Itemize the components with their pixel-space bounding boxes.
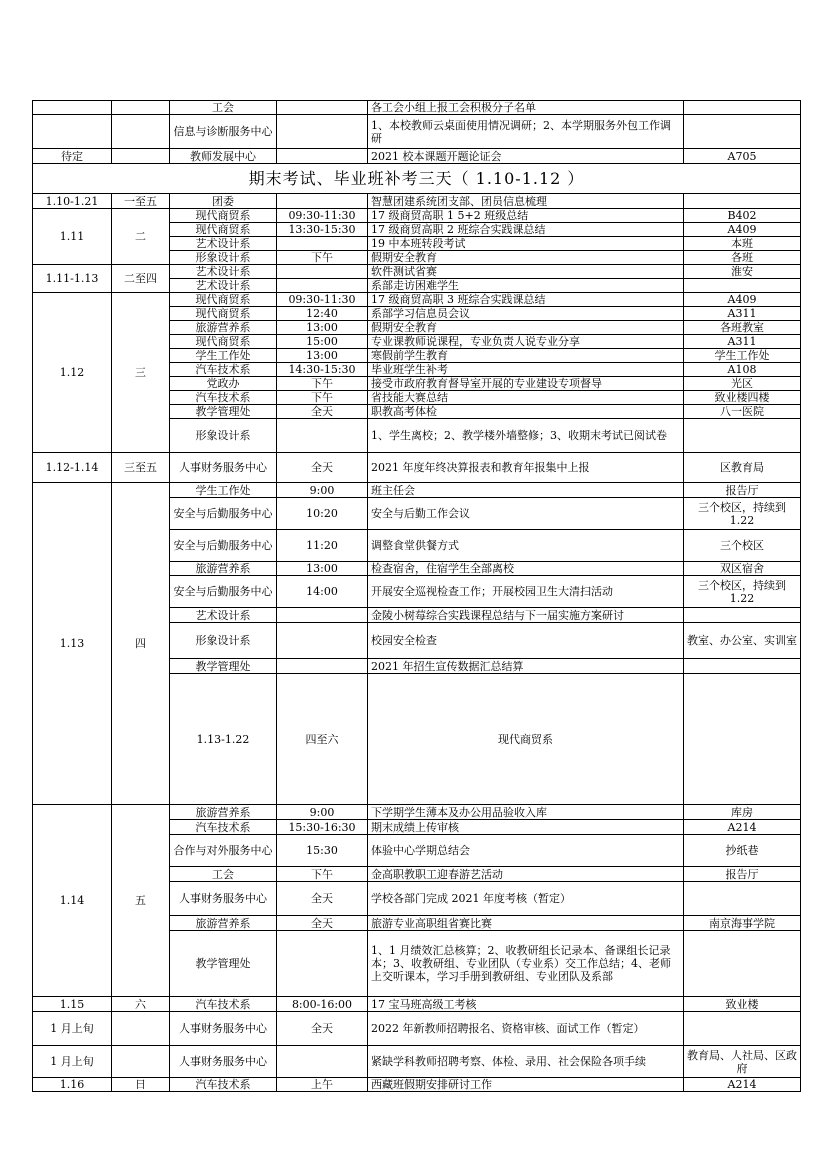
item-cell: 接受市政府教育督导室开展的专业建设专项督导: [368, 377, 684, 391]
item-cell: 1、学生离校；2、教学楼外墙整修；3、收期末考试已阅试卷: [368, 419, 684, 453]
time-cell: 下午: [277, 377, 368, 391]
item-cell: 系部走访困难学生: [368, 279, 684, 293]
department-cell: 汽车技术系: [170, 820, 277, 835]
department-cell: 学生工作处: [170, 483, 277, 498]
department-cell: 现代商贸系: [170, 307, 277, 321]
weekday-cell: [112, 115, 170, 149]
time-cell: 下午: [277, 867, 368, 882]
item-cell: 19 中本班转段考试: [368, 237, 684, 251]
schedule-row: [33, 293, 801, 307]
department-cell: 人事财务服务中心: [170, 1046, 277, 1078]
date-cell: 1.12: [33, 293, 112, 453]
item-cell: 2022 年新教师招聘报名、资格审核、面试工作（暂定）: [368, 1012, 684, 1046]
department-cell: 旅游营养系: [170, 321, 277, 335]
time-cell: [277, 931, 368, 997]
place-cell: 各班教室: [684, 321, 801, 335]
department-cell: 汽车技术系: [170, 997, 277, 1012]
time-cell: 15:30-16:30: [277, 820, 368, 835]
department-cell: 工会: [170, 101, 277, 115]
place-cell: [684, 931, 801, 997]
item-cell: 期末成绩上传审核: [368, 820, 684, 835]
weekday-cell: [112, 149, 170, 164]
department-cell: 现代商贸系: [368, 674, 684, 805]
time-cell: 15:30: [277, 835, 368, 867]
time-cell: [684, 674, 801, 805]
time-cell: 13:00: [277, 349, 368, 363]
section-header: 期末考试、毕业班补考三天（ 1.10-1.12 ）: [33, 164, 801, 194]
place-cell: 致业楼四楼: [684, 391, 801, 405]
section-header-row: [33, 164, 801, 194]
item-cell: 省技能大赛总结: [368, 391, 684, 405]
weekday-cell: 四至六: [277, 674, 368, 805]
department-cell: 艺术设计系: [170, 237, 277, 251]
time-cell: 9:00: [277, 805, 368, 820]
date-cell: 1.12-1.14: [33, 453, 112, 483]
place-cell: 三个校区，持续到 1.22: [684, 498, 801, 530]
weekday-cell: 三至五: [112, 453, 170, 483]
place-cell: 本班: [684, 237, 801, 251]
time-cell: 14:00: [277, 576, 368, 608]
item-cell: 软件测试省赛: [368, 265, 684, 279]
schedule-row: [33, 101, 801, 115]
date-cell: [33, 101, 112, 115]
department-cell: 人事财务服务中心: [170, 882, 277, 916]
item-cell: 智慧团建系统团支部、团员信息梳理: [368, 194, 684, 209]
date-cell: 1.11: [33, 209, 112, 265]
department-cell: 汽车技术系: [170, 391, 277, 405]
item-cell: 假期安全教育: [368, 321, 684, 335]
time-cell: 全天: [277, 916, 368, 931]
time-cell: [277, 101, 368, 115]
weekday-cell: 二: [112, 209, 170, 265]
item-cell: 17 级商贸高职 2 班综合实践课总结: [368, 223, 684, 237]
date-cell: 待定: [33, 149, 112, 164]
weekday-cell: 五: [112, 805, 170, 997]
item-cell: 旅游专业高职组省赛比赛: [368, 916, 684, 931]
place-cell: 三个校区，持续到 1.22: [684, 576, 801, 608]
item-cell: 学校各部门完成 2021 年度考核（暂定）: [368, 882, 684, 916]
time-cell: 13:00: [277, 321, 368, 335]
item-cell: 班主任会: [368, 483, 684, 498]
item-cell: 2021 年招生宣传数据汇总结算: [368, 659, 684, 674]
time-cell: 11:20: [277, 530, 368, 562]
place-cell: B402: [684, 209, 801, 223]
place-cell: A311: [684, 335, 801, 349]
schedule-row: [33, 1012, 801, 1046]
item-cell: 1、本校教师云桌面使用情况调研；2、本学期服务外包工作调研: [368, 115, 684, 149]
time-cell: 全天: [277, 405, 368, 419]
schedule-row: [33, 997, 801, 1012]
time-cell: 10:20: [277, 498, 368, 530]
time-cell: 09:30-11:30: [277, 209, 368, 223]
time-cell: [277, 115, 368, 149]
place-cell: 双区宿舍: [684, 562, 801, 576]
item-cell: 紧缺学科教师招聘考察、体检、录用、社会保险各项手续: [368, 1046, 684, 1078]
date-cell: 1.11-1.13: [33, 265, 112, 293]
place-cell: 南京海事学院: [684, 916, 801, 931]
item-cell: 2021 年度年终决算报表和教育年报集中上报: [368, 453, 684, 483]
item-cell: 17 宝马班高级工考核: [368, 997, 684, 1012]
time-cell: 15:00: [277, 335, 368, 349]
place-cell: 学生工作处: [684, 349, 801, 363]
item-cell: 职教高考体检: [368, 405, 684, 419]
schedule-row: [33, 805, 801, 820]
place-cell: [684, 1012, 801, 1046]
department-cell: 形象设计系: [170, 623, 277, 659]
date-cell: [33, 115, 112, 149]
time-cell: 全天: [277, 882, 368, 916]
schedule-body: [33, 101, 801, 1092]
weekday-cell: 四: [112, 483, 170, 805]
schedule-row: [33, 149, 801, 164]
weekday-cell: [112, 1046, 170, 1078]
weekday-cell: 六: [112, 997, 170, 1012]
place-cell: 致业楼: [684, 997, 801, 1012]
place-cell: [684, 882, 801, 916]
department-cell: 教师发展中心: [170, 149, 277, 164]
weekday-cell: [112, 1012, 170, 1046]
place-cell: [684, 101, 801, 115]
weekday-cell: 二至四: [112, 265, 170, 293]
time-cell: 14:30-15:30: [277, 363, 368, 377]
date-cell: 1.14: [33, 805, 112, 997]
item-cell: 17 级商贸高职 3 班综合实践课总结: [368, 293, 684, 307]
department-cell: 旅游营养系: [170, 916, 277, 931]
item-cell: 2021 校本课题开题论证会: [368, 149, 684, 164]
time-cell: 09:30-11:30: [277, 293, 368, 307]
item-cell: 1、1 月绩效汇总核算；2、收教研组长记录本、备课组长记录本；3、收教研组、专业团队（专业系）交工作总结；4、老师上交听课本，学习手册到教研组、专业团队及系部: [368, 931, 684, 997]
department-cell: 艺术设计系: [170, 265, 277, 279]
weekday-cell: 日: [112, 1078, 170, 1092]
item-cell: 17 级商贸高职 1 5+2 班级总结: [368, 209, 684, 223]
department-cell: 教学管理处: [170, 405, 277, 419]
schedule-row: [33, 1078, 801, 1092]
item-cell: 毕业班学生补考: [368, 363, 684, 377]
time-cell: [277, 419, 368, 453]
place-cell: 教室、办公室、实训室: [684, 623, 801, 659]
time-cell: [277, 237, 368, 251]
place-cell: [684, 115, 801, 149]
place-cell: [684, 608, 801, 623]
place-cell: A311: [684, 307, 801, 321]
item-cell: 安全与后勤工作会议: [368, 498, 684, 530]
place-cell: 报告厅: [684, 867, 801, 882]
time-cell: 13:30-15:30: [277, 223, 368, 237]
date-cell: 1.13: [33, 483, 112, 805]
department-cell: 汽车技术系: [170, 1078, 277, 1092]
place-cell: [684, 194, 801, 209]
department-cell: 现代商贸系: [170, 209, 277, 223]
department-cell: 人事财务服务中心: [170, 453, 277, 483]
time-cell: [277, 279, 368, 293]
time-cell: 上午: [277, 1078, 368, 1092]
time-cell: 全天: [277, 453, 368, 483]
time-cell: [277, 194, 368, 209]
schedule-row: [33, 265, 801, 279]
time-cell: [277, 149, 368, 164]
department-cell: 信息与诊断服务中心: [170, 115, 277, 149]
department-cell: 教学管理处: [170, 931, 277, 997]
time-cell: [277, 623, 368, 659]
department-cell: 团委: [170, 194, 277, 209]
time-cell: 9:00: [277, 483, 368, 498]
item-cell: 调整食堂供餐方式: [368, 530, 684, 562]
date-cell: 1.10-1.21: [33, 194, 112, 209]
item-cell: 体验中心学期总结会: [368, 835, 684, 867]
place-cell: 报告厅: [684, 483, 801, 498]
item-cell: 校园安全检查: [368, 623, 684, 659]
schedule-row: [33, 483, 801, 498]
place-cell: 光区: [684, 377, 801, 391]
department-cell: 工会: [170, 867, 277, 882]
department-cell: 安全与后勤服务中心: [170, 498, 277, 530]
department-cell: 人事财务服务中心: [170, 1012, 277, 1046]
item-cell: 寒假前学生教育: [368, 349, 684, 363]
place-cell: A409: [684, 223, 801, 237]
schedule-row: [33, 453, 801, 483]
place-cell: [684, 419, 801, 453]
date-cell: 1.16: [33, 1078, 112, 1092]
time-cell: 下午: [277, 391, 368, 405]
date-cell: 1.13-1.22: [170, 674, 277, 805]
department-cell: 艺术设计系: [170, 608, 277, 623]
place-cell: A705: [684, 149, 801, 164]
place-cell: 区教育局: [684, 453, 801, 483]
department-cell: 党政办: [170, 377, 277, 391]
place-cell: [684, 279, 801, 293]
time-cell: [277, 608, 368, 623]
item-cell: 金高职教职工迎春游艺活动: [368, 867, 684, 882]
schedule-row: [33, 194, 801, 209]
date-cell: 1 月上旬: [33, 1046, 112, 1078]
place-cell: 教育局、人社局、区政府: [684, 1046, 801, 1078]
place-cell: 淮安: [684, 265, 801, 279]
time-cell: [277, 1046, 368, 1078]
time-cell: 下午: [277, 251, 368, 265]
department-cell: 旅游营养系: [170, 805, 277, 820]
place-cell: 抄纸巷: [684, 835, 801, 867]
item-cell: 开展安全巡视检查工作；开展校园卫生大清扫活动: [368, 576, 684, 608]
place-cell: A409: [684, 293, 801, 307]
time-cell: [277, 265, 368, 279]
place-cell: A214: [684, 820, 801, 835]
department-cell: 汽车技术系: [170, 363, 277, 377]
department-cell: 形象设计系: [170, 251, 277, 265]
item-cell: 系部学习信息员会议: [368, 307, 684, 321]
place-cell: 三个校区: [684, 530, 801, 562]
item-cell: 西藏班假期安排研讨工作: [368, 1078, 684, 1092]
place-cell: 库房: [684, 805, 801, 820]
time-cell: 13:00: [277, 562, 368, 576]
place-cell: 各班: [684, 251, 801, 265]
place-cell: A214: [684, 1078, 801, 1092]
item-cell: 专业课教师说课程，专业负责人说专业分享: [368, 335, 684, 349]
department-cell: 形象设计系: [170, 419, 277, 453]
item-cell: 检查宿舍，住宿学生全部离校: [368, 562, 684, 576]
place-cell: A108: [684, 363, 801, 377]
department-cell: 教学管理处: [170, 659, 277, 674]
department-cell: 现代商贸系: [170, 293, 277, 307]
department-cell: 旅游营养系: [170, 562, 277, 576]
date-cell: 1 月上旬: [33, 1012, 112, 1046]
time-cell: 全天: [277, 1012, 368, 1046]
time-cell: [277, 659, 368, 674]
place-cell: 八一医院: [684, 405, 801, 419]
time-cell: 8:00-16:00: [277, 997, 368, 1012]
department-cell: 安全与后勤服务中心: [170, 576, 277, 608]
department-cell: 合作与对外服务中心: [170, 835, 277, 867]
department-cell: 现代商贸系: [170, 335, 277, 349]
time-cell: 12:40: [277, 307, 368, 321]
schedule-table: [32, 100, 801, 1092]
date-cell: 1.15: [33, 997, 112, 1012]
schedule-row: [33, 115, 801, 149]
item-cell: 金陵小树莓综合实践课程总结与下一届实施方案研讨: [368, 608, 684, 623]
department-cell: 现代商贸系: [170, 223, 277, 237]
department-cell: 艺术设计系: [170, 279, 277, 293]
item-cell: 下学期学生薄本及办公用品验收入库: [368, 805, 684, 820]
item-cell: 各工会小组上报工会积极分子名单: [368, 101, 684, 115]
weekday-cell: 三: [112, 293, 170, 453]
weekday-cell: 一至五: [112, 194, 170, 209]
department-cell: 学生工作处: [170, 349, 277, 363]
department-cell: 安全与后勤服务中心: [170, 530, 277, 562]
weekday-cell: [112, 101, 170, 115]
place-cell: [684, 659, 801, 674]
schedule-row: [33, 1046, 801, 1078]
schedule-row: [33, 209, 801, 223]
item-cell: 假期安全教育: [368, 251, 684, 265]
